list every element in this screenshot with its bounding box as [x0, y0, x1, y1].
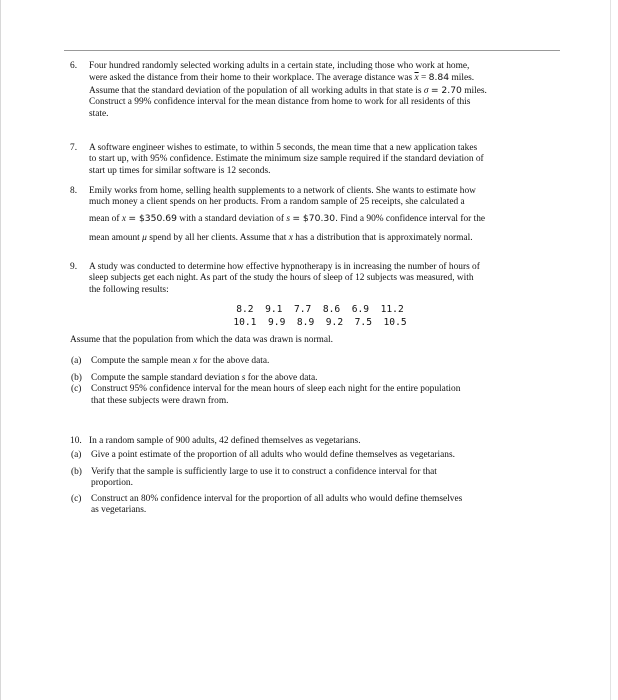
question-number: 9. — [70, 262, 78, 272]
q9-part-b: (b) Compute the sample standard deviation s for the above data. — [71, 373, 318, 384]
question-number: 10. — [70, 436, 82, 446]
q6-line3: Assume that the standard deviation of the population of all working adults in that state is σ = 2.70 miles. — [89, 84, 487, 96]
std-dev-value: = $70.30. — [292, 212, 338, 224]
question-10 — [70, 436, 551, 516]
q6-line2: were asked the distance from their home to their workplace. The average distance was $\overline{x} = 8.84$ miles. — [89, 72, 475, 84]
mean-value: 8.84 — [428, 72, 450, 84]
q8-line1: Emily works from home, selling health supplements to a network of clients. She wants to estimate how — [89, 186, 476, 196]
q10-part-b: (b) Verify that the sample is sufficiently large to use it to construct a confidence interval for that proportion. — [71, 466, 437, 489]
data-row-1: 8.2 9.1 7.7 8.6 6.9 11.2 — [236, 304, 404, 316]
q9-part-c: (c) Construct 95% confidence interval for the mean hours of sleep each night for the entire population that these subjects were drawn from. — [71, 384, 461, 406]
q8-line3: mean of x = $350.69 with a standard deviation of s = $70.30. Find a 90% confidence interval for the — [89, 212, 486, 224]
mean-value: = $350.69 — [128, 212, 177, 224]
q7-line3: start up times for similar software is 12 seconds. — [89, 165, 271, 176]
s-symbol: s — [241, 373, 246, 384]
q10-part-a: (a) Give a point estimate of the proportion of all adults who would define themselves as vegetarians. — [71, 450, 455, 461]
q8-line2: much money a client spends on her products. From a random sample of 25 receipts, she calculated a — [89, 197, 465, 208]
q9-line2: sleep subjects get each night. As part of the study the hours of sleep of 12 subjects was measured, with — [89, 273, 474, 284]
top-divider — [64, 50, 560, 51]
q9-line1: A study was conducted to determine how effective hypnotherapy is in increasing the number of hours of — [89, 262, 480, 272]
x-bar-symbol: $\overline{x}$ — [414, 73, 419, 84]
q10-part-c: (c) Construct an 80% confidence interval for the proportion of all adults who would define themselves as vegetarians. — [71, 493, 463, 516]
q6-line4: Construct a 99% confidence interval for the mean distance from home to work for all residents of this — [89, 97, 471, 108]
sigma-symbol: σ — [423, 85, 429, 96]
question-number: 7. — [70, 143, 78, 153]
data-row-2: 10.1 9.9 8.9 9.2 7.5 10.5 — [233, 316, 407, 328]
question-7 — [70, 143, 551, 177]
data-table — [89, 304, 551, 329]
q6-line1: Four hundred randomly selected working adults in a certain state, including those who work at home, — [89, 61, 470, 71]
mu-symbol: μ — [142, 232, 147, 243]
question-9 — [70, 262, 551, 407]
x-symbol: x — [288, 232, 293, 243]
question-number: 8. — [70, 186, 78, 196]
q9-part-a: (a) Compute the sample mean x for the above data. — [71, 355, 270, 366]
question-6 — [70, 61, 551, 120]
s-symbol: s — [286, 213, 290, 224]
x-symbol: x — [193, 355, 198, 366]
q10-line1: In a random sample of 900 adults, 42 defined themselves as vegetarians. — [89, 436, 361, 446]
q9-line3: the following results: — [89, 284, 169, 295]
q7-line2: to start up, with 95% confidence. Estimate the minimum size sample required if the standard deviation of — [89, 154, 484, 165]
sigma-value: = 2.70 — [430, 84, 462, 96]
x-symbol: x — [121, 213, 126, 224]
q6-line5: state. — [89, 108, 109, 119]
question-8 — [70, 186, 551, 248]
q9-assume: Assume that the population from which the data was drawn is normal. — [70, 335, 333, 346]
q7-line1: A software engineer wishes to estimate, to within 5 seconds, the mean time that a new application takes — [89, 143, 478, 153]
question-number: 6. — [70, 61, 78, 71]
page-right-border — [610, 0, 611, 700]
q8-line4: mean amount μ spend by all her clients. Assume that x has a distribution that is approximately normal. — [89, 232, 473, 243]
page-left-border — [0, 0, 1, 700]
